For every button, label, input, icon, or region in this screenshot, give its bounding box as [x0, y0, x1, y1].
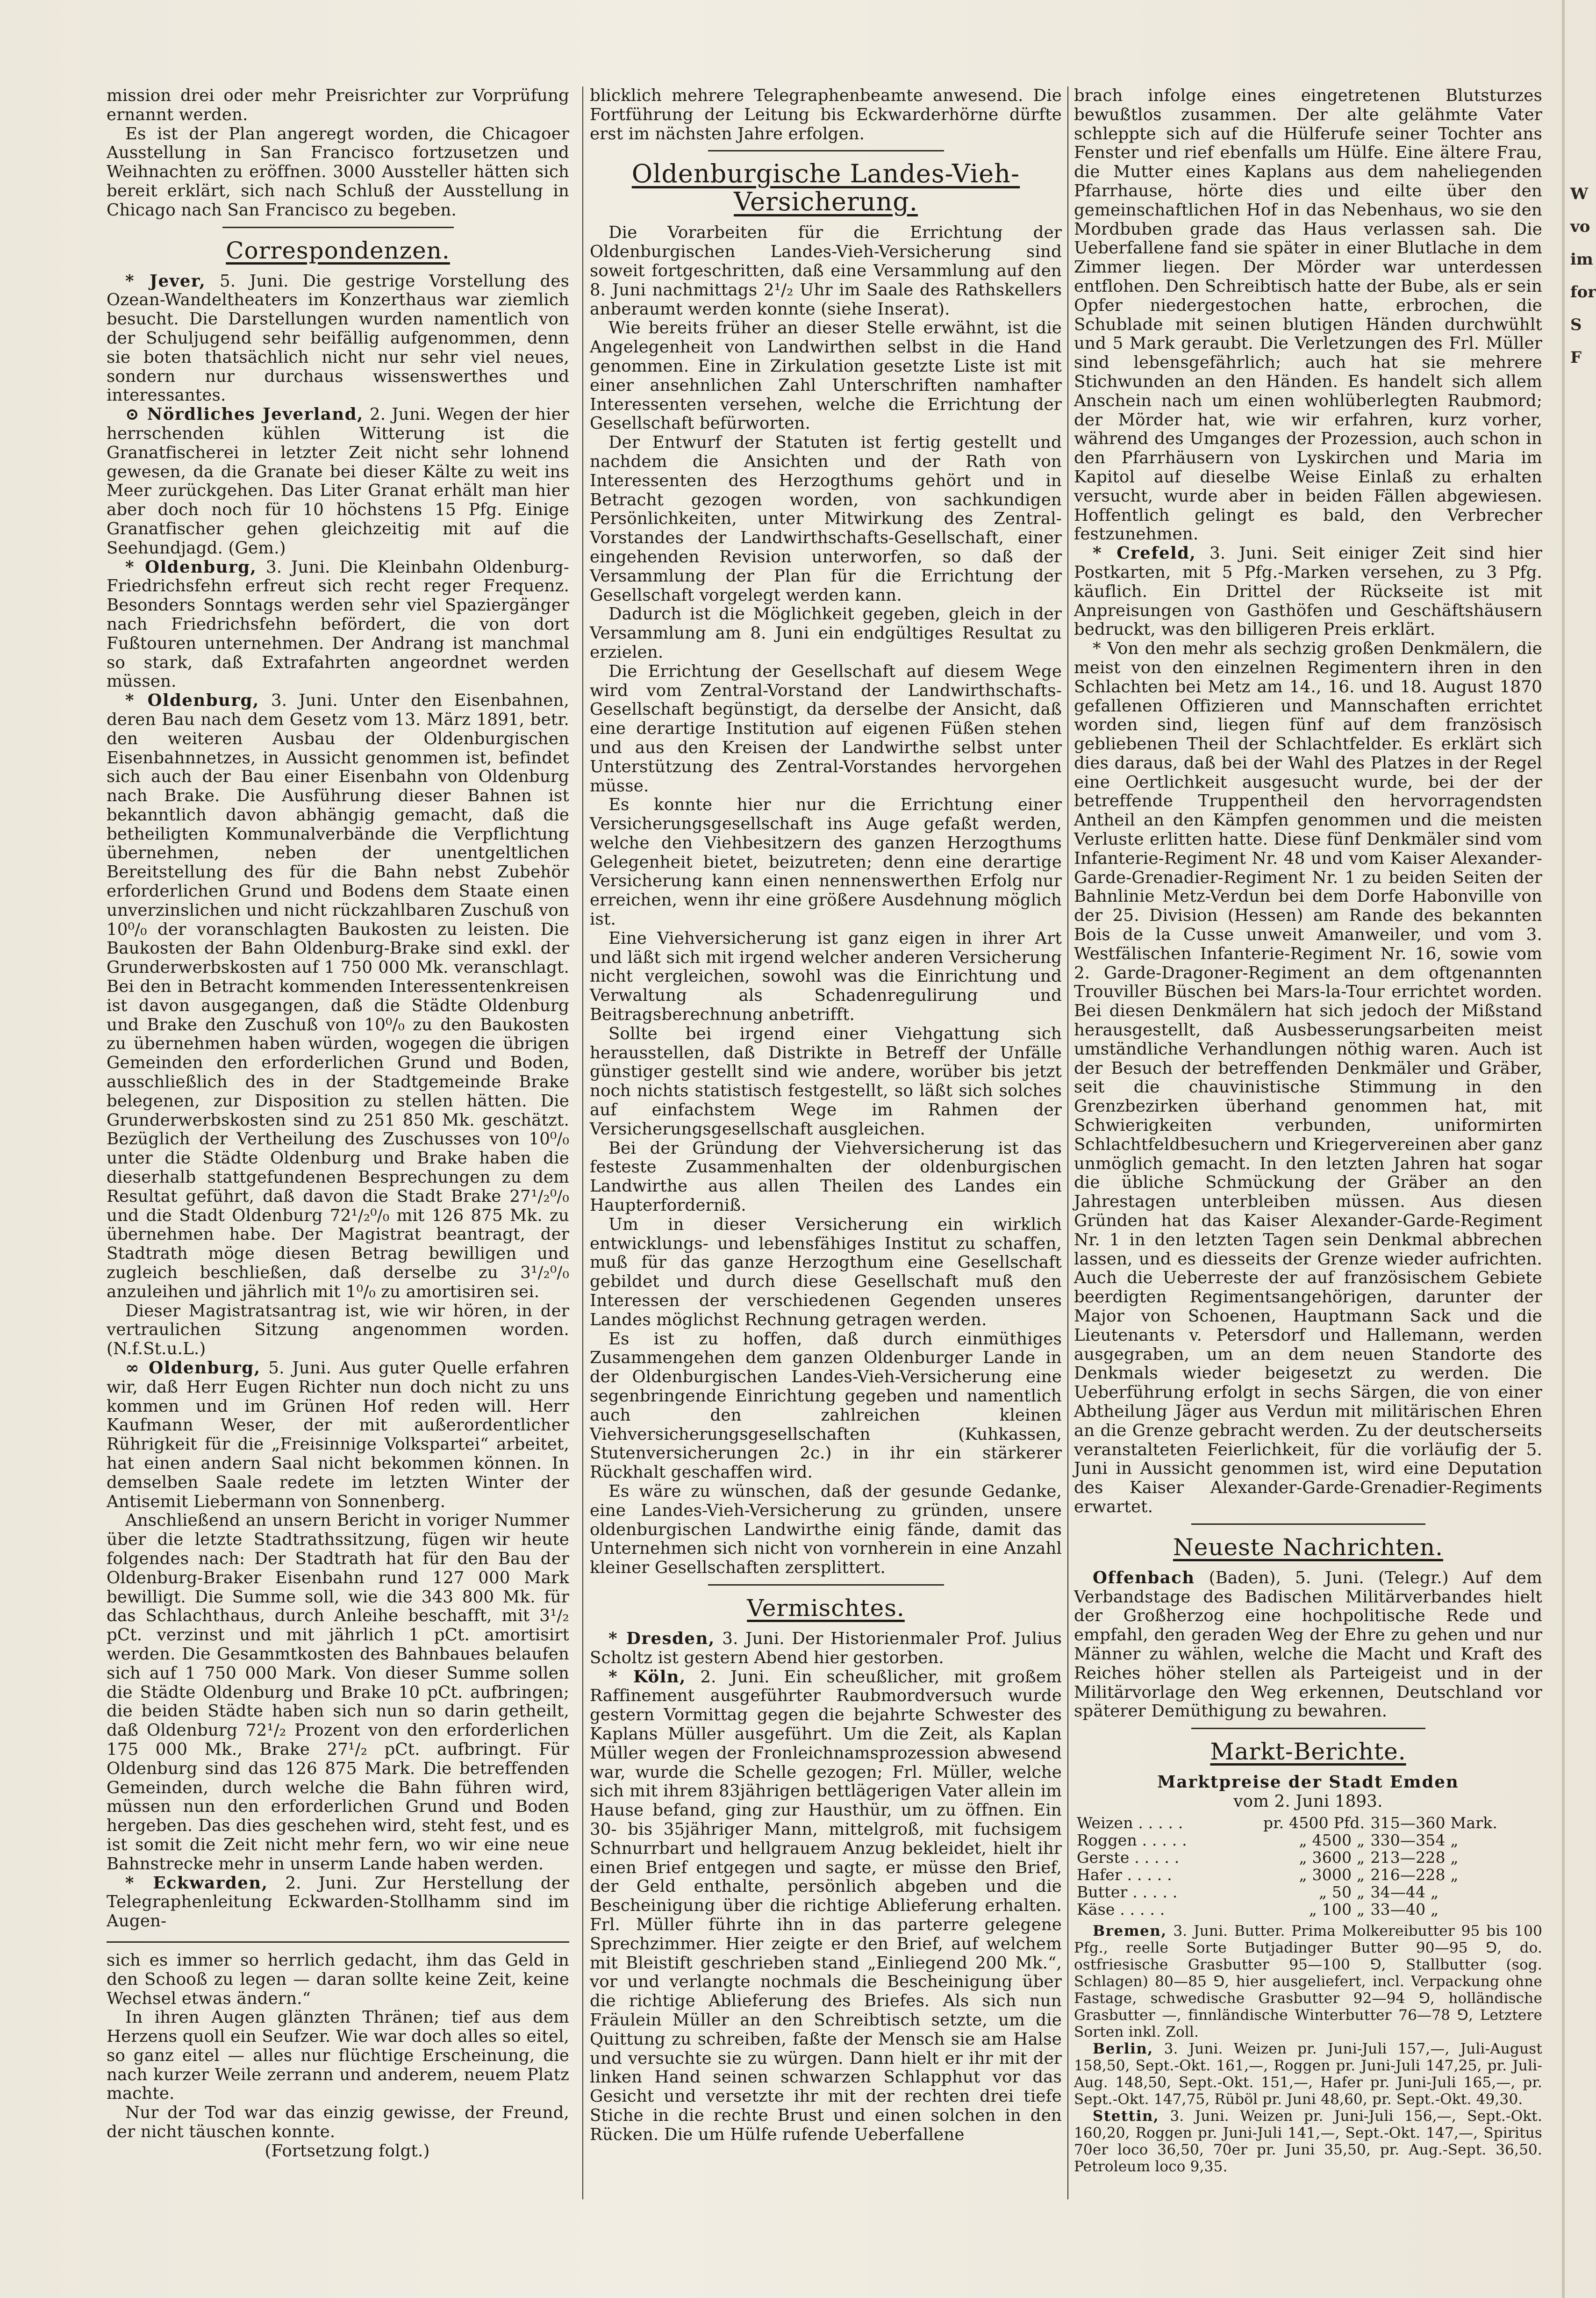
news-item: Anschließend an unsern Bericht in voriger Nummer über die letzte Stadtrathssitzung, fügen wir heute folgendes nach: Der Stadtrath hat für den Bau der Oldenburg-Braker Eisenbahn rund 127 000 Mark bewilligt. Die Summe soll, wie die 343 800 Mk. für das Schlachthaus, durch Anleihe beschafft, mit 3¹/₂ pCt. verzinst und mit jährlich 1 pCt. amortisirt werden. Die Gesammtkosten des Bahnbaues belaufen sich auf 1 750 000 Mark. Von dieser Summe sollen die Städte Oldenburg und Brake 10 pCt. aufbringen; die beiden Städte haben sich nun so darin getheilt, daß Oldenburg 72¹/₂ Prozent von den erforderlichen 175 000 Mk., Brake 27¹/₂ pCt. aufbringt. Für Oldenburg sind das 126 875 Mark. Die betreffenden Gemeinden, durch welche die Bahn führen wird, müssen nun den erforderlichen Grund und Boden hergeben. Das dies geschehen wird, steht fest, und es ist somit die Zeit nicht mehr fern, wo wir eine neue Bahnstrecke mehr in unserm Lande haben werden.	[107, 1511, 569, 1874]
column-1	[107, 86, 569, 2161]
edge-fragment: S	[1570, 316, 1582, 334]
adjacent-page-edge	[1570, 178, 1596, 374]
news-item: 3. Juni. Der Historienmaler Prof. Julius Scholtz ist gestern Abend hier gestorben.	[590, 1629, 1062, 1667]
market-price: 33—40 „	[1370, 1900, 1439, 1918]
market-item: Roggen . . . . .	[1077, 1831, 1187, 1849]
table-row	[1074, 1883, 1542, 1901]
market-price-table	[1074, 1814, 1542, 1918]
table-row	[1074, 1866, 1542, 1883]
market-unit: „ 3000 „	[1299, 1865, 1365, 1884]
table-row	[1074, 1849, 1542, 1866]
article-paragraph: Es wäre zu wünschen, daß der gesunde Gedanke, eine Landes-Vieh-Versicherung zu gründen, unsere oldenburgischen Landwirthe einig fände, damit das Unternehmen sich nicht von vornherein in eine Anzahl kleiner Gesellschaften zersplittert.	[590, 1481, 1062, 1578]
news-item: 3. Juni. Seit einiger Zeit sind hier Postkarten, mit 5 Pfg.-Marken versehen, zu 3 Pfg. käuflich. Ein Drittel der Rückseite ist mit Anpreisungen von Gasthöfen und Geschäftshäusern bedruckt, was den billigeren Preis erklärt.	[1074, 544, 1542, 639]
news-item: 5. Juni. Die gestrige Vorstellung des Ozean-Wandeltheaters im Konzerthaus war ziemlich besucht. Die Darstellungen wurden namentlich von der Schuljugend sehr beifällig aufgenommen, denn sie boten thatsächlich nicht nur sehr viel neues, sondern nur durchaus wissenswerthes und interessantes.	[107, 271, 570, 405]
story-paragraph: sich es immer so herrlich gedacht, ihm das Geld in den Schooß zu legen — daran sollte keine Zeit, keine Wechsel etwas ändern.“	[107, 1950, 569, 2008]
news-item: Dieser Magistratsantrag ist, wie wir hören, in der vertraulichen Sitzung angenommen worden. (N.f.St.u.L.)	[107, 1301, 569, 1359]
section-divider	[1191, 1523, 1425, 1525]
section-divider	[222, 227, 454, 228]
article-paragraph: Wie bereits früher an dieser Stelle erwähnt, ist die Angelegenheit von Landwirthen selbst in die Hand genommen. Eine in Zirkulation gesetzte Liste ist mit einer ansehnlichen Zahl Unterschriften namhafter Interessenten versehen, welche die Errichtung der Gesellschaft befürworten.	[590, 318, 1062, 433]
news-item: 5. Juni. Aus guter Quelle erfahren wir, daß Herr Eugen Richter nun doch nicht zu uns kommen und im Grünen Hof reden will. Herr Kaufmann Weser, der mit außerordentlicher Rührigkeit für die „Freisinnige Volkspartei“ arbeitet, hat einen andern Saal nicht bekommen können. In demselben Saale redete im letzten Winter der Antisemit Liebermann von Sonnenberg.	[107, 1358, 569, 1511]
market-unit: „ 3600 „	[1299, 1848, 1365, 1867]
continued-note: (Fortsetzung folgt.)	[265, 2141, 430, 2161]
market-price: 216—228 „	[1370, 1865, 1459, 1884]
market-price: 315—360 Mark.	[1370, 1813, 1498, 1832]
article-paragraph: Sollte bei irgend einer Viehgattung sich herausstellen, daß Distrikte in Betreff der Unfälle günstiger gestellt sind wie andere, worüber bis jetzt noch nichts statistisch festgestellt, so läßt sich solches auf einfachstem Wege im Rahmen der Versicherungsgesellschaft ausgleichen.	[590, 1024, 1062, 1139]
intro-paragraph: Es ist der Plan angeregt worden, die Chicagoer Ausstellung in San Francisco fortzusetzen und Weihnachten zu eröffnen. 3000 Aussteller hätten sich bereit erklärt, sich nach Schluß der Ausstellung in Chicago nach San Francisco zu begeben.	[107, 124, 569, 220]
market-item: Gerste . . . . .	[1077, 1848, 1180, 1867]
market-price: 34—44 „	[1370, 1882, 1439, 1901]
article-paragraph: Bei der Gründung der Viehversicherung ist das festeste Zusammenhalten der oldenburgischen Landwirthe aus allen Theilen des Landes ein Haupterforderniß.	[590, 1138, 1062, 1215]
dateline: Berlin,	[1093, 2040, 1153, 2057]
market-unit: pr. 4500 Pfd.	[1263, 1813, 1365, 1832]
dateline: ⊙ Nördliches Jeverland,	[125, 405, 364, 424]
market-report: 3. Juni. Weizen pr. Juni-Juli 156,—, Sept.-Okt. 160,20, Roggen pr. Juni-Juli 141,—, Sept.-Okt. 147,—, Spiritus 70er loco 36,50, 70er pr. Juni 35,50, pr. Aug.-Sept. 36,50. Petroleum loco 9,35.	[1074, 2107, 1542, 2175]
dateline: * Oldenburg,	[125, 691, 259, 711]
story-paragraph: In ihren Augen glänzten Thränen; tief aus dem Herzens quoll ein Seufzer. Wie war doch alles so eitel, so ganz eitel — alles nur flüchtige Erscheinung, die nach kurzer Weile zerrann und anderem, neuem Platz machte.	[107, 2008, 569, 2104]
article-paragraph: Es konnte hier nur die Errichtung einer Versicherungsgesellschaft ins Auge gefaßt werden, welche den Viehbesitzern des ganzen Herzogthums Gelegenheit bietet, beizutreten; denn eine derartige Versicherung kann einen nennenswerthen Erfolg nur erreichen, wenn ihr eine größere Ausdehnung möglich ist.	[590, 795, 1062, 929]
news-item: 2. Juni. Wegen der hier herrschenden kühlen Witterung ist die Granatfischerei in letzter Zeit nicht sehr lohnend gewesen, da die Granate bei dieser Kälte zu weit ins Meer zurückgehen. Das Liter Granat erhält man hier aber doch noch für 10 höchstens 15 Pfg. Einige Granatfischer gehen gleichzeitig mit auf die Seehundjagd. (Gem.)	[107, 405, 569, 558]
article-paragraph: Die Vorarbeiten für die Errichtung der Oldenburgischen Landes-Vieh-Versicherung sind soweit fortgeschritten, daß eine Versammlung auf den 8. Juni nachmittags 2¹/₂ Uhr im Saale des Rathskellers anberaumt werden konnte (siehe Inserat).	[590, 223, 1062, 319]
article-paragraph: Um in dieser Versicherung ein wirklich entwicklungs- und lebensfähiges Institut zu schaffen, muß für das ganze Herzogthum eine Gesellschaft gebildet und durch diese Gesellschaft muß den Interessen der verschiedenen Gegenden unseres Landes möglichst Rechnung getragen werden.	[590, 1214, 1062, 1329]
article-paragraph: Die Errichtung der Gesellschaft auf diesem Wege wird vom Zentral-Vorstand der Landwirthschafts-Gesellschaft begünstigt, da derselbe der Ansicht, daß eine derartige Institution auf eigenen Füßen stehen und aus den Kreisen der Landwirthe selbst unter Unterstützung des Zentral-Vorstandes hervorgehen müsse.	[590, 661, 1062, 796]
market-date: vom 2. Juni 1893.	[1233, 1791, 1383, 1811]
column-2	[590, 86, 1062, 2144]
section-heading-markt-berichte: Markt-Berichte.	[1210, 1738, 1406, 1766]
edge-fragment: W	[1570, 185, 1589, 203]
section-heading-viehversicherung: Oldenburgische Landes-Vieh-Versicherung.	[631, 159, 1020, 217]
intro-paragraph: blicklich mehrere Telegraphenbeamte anwesend. Die Fortführung der Leitung bis Eckwarderhörne dürfte erst im nächsten Jahre erfolgen.	[590, 86, 1062, 144]
market-report: 3. Juni. Butter. Prima Molkereibutter 95 bis 100 Pfg., reelle Sorte Butjadinger Butter 90—95 ⅁, do. ostfriesische Grasbutter 95—100 ⅁, Stallbutter (sog. Schlagen) 80—85 ⅁, hier ausgeliefert, incl. Verpackung ohne Fastage, schwedische Grasbutter 92—94 ⅁, holländische Grasbutter —, finnländische Winterbutter 76—78 ⅁, Letztere Sorten inkl. Zoll.	[1074, 1922, 1542, 2040]
section-divider	[1191, 1728, 1425, 1729]
dateline: * Eckwarden,	[125, 1873, 268, 1893]
feuilleton-divider	[107, 1941, 569, 1943]
edge-fragment: vo	[1570, 217, 1590, 236]
section-heading-correspondenzen: Correspondenzen.	[226, 237, 450, 264]
section-divider	[708, 1584, 944, 1586]
intro-paragraph: mission drei oder mehr Preisrichter zur Vorprüfung ernannt werden.	[107, 86, 569, 124]
article-paragraph: Eine Viehversicherung ist ganz eigen in ihrer Art und läßt sich mit irgend welcher anderen Versicherung nicht vergleichen, sowohl was die Einrichtung und Verwaltung als Schadenregulirung und Beitragsberechnung anbetrifft.	[590, 928, 1062, 1025]
market-item: Hafer . . . . .	[1077, 1865, 1172, 1884]
market-unit: „ 4500 „	[1299, 1831, 1365, 1849]
column-rule-1	[582, 86, 583, 2199]
table-row	[1074, 1814, 1542, 1831]
news-item: * Von den mehr als sechzig großen Denkmälern, die meist von den einzelnen Regimentern ihren in den Schlachten bei Metz am 14., 16. und 18. August 1870 gefallenen Offizieren und Mannschaften errichtet worden sind, liegen fünf auf dem französisch gebliebenen Theil der Schlachtfelder. Es erklärt sich dies daraus, daß bei der Wahl des Platzes in der Regel eine Oertlichkeit ausgesucht wurde, bei der der betreffende Truppentheil den hervorragendsten Antheil an den Kämpfen genommen und die meisten Verluste erlitten hatte. Diese fünf Denkmäler sind vom Infanterie-Regiment Nr. 48 und vom Kaiser Alexander-Garde-Grenadier-Regiment Nr. 1 zu beiden Seiten der Bahnlinie Metz-Verdun bei dem Dorfe Habonville von der 25. Division (Hessen) am Rande des bekannten Bois de la Cusse unweit Amanweiler, und vom 3. Westfälischen Infanterie-Regiment Nr. 16, sowie vom 2. Garde-Dragoner-Regiment an dem oftgenannten Trouviller Büschen bei Mars-la-Tour errichtet worden. Bei diesen Denkmälern hat sich jedoch der Mißstand herausgestellt, daß Ausbesserungsarbeiten meist umständliche Verhandlungen nöthig waren. Auch ist der Besuch der betreffenden Denkmäler und Gräber, seit die chauvinistische Stimmung in den Grenzbezirken überhand genommen hat, mit Schwierigkeiten verbunden, uniformirten Schlachtfeldbesuchern und Kriegervereinen aber ganz unmöglich gemacht. In den letzten Jahren hat sogar die übliche Schmückung der Gräber an den Jahrestagen unterbleiben müssen. Aus diesen Gründen hat das Kaiser Alexander-Garde-Regiment Nr. 1 in den letzten Tagen sein Denkmal abbrechen lassen, und es diesseits der Grenze wieder aufrichten. Auch die Ueberreste der auf französischem Gebiete beerdigten Regimentsangehörigen, darunter der Major von Schoenen, Hauptmann Sack und die Lieutenants v. Petersdorf und Hallemann, werden ausgegraben, um an dem neuen Standorte des Denkmals wieder beigesetzt zu werden. Die Ueberführung erfolgt in sechs Särgen, die von einer Abtheilung Jäger aus Verdun mit militärischen Ehren an die Grenze gebracht werden. Zu der deutscherseits veranstalteten Feierlichkeit, für die vorläufig der 5. Juni in Aussicht genommen ist, wird eine Deputation des Kaiser Alexander-Garde-Grenadier-Regiments erwartet.	[1074, 639, 1542, 1516]
dateline: * Oldenburg,	[125, 557, 257, 577]
news-item: brach infolge eines eingetretenen Blutsturzes bewußtlos zusammen. Der alte gelähmte Vater schleppte sich auf die Hülferufe seiner Tochter ans Fenster und rief ebenfalls um Hülfe. Eine ältere Frau, die Mutter eines Kaplans aus dem naheliegenden Pfarrhause, hörte dies und eilte über den gemeinschaftlichen Hof in das Nebenhaus, wo sie den Mordbuben grade das Haus verlassen sah. Die Ueberfallene fand sie später in einer Blutlache in dem Zimmer liegen. Der Mörder war unterdessen entflohen. Den Schreibtisch hatte der Bube, als er sein Opfer niedergestochen hatte, erbrochen, die Schublade mit seinen blutigen Händen durchwühlt und 5 Mark geraubt. Die Verletzungen des Frl. Müller sind lebensgefährlich; auch hat sie mehrere Stichwunden an den Händen. Es handelt sich allem Anschein nach um einen wohlüberlegten Raubmord; der Mörder hat, wie wir erfahren, kurz vorher, während des Umganges der Prozession, auch schon in den Pfarrhäusern von Lyskirchen und Maria im Kapitol auf dieselbe Weise Einlaß zu erhalten versucht, wurde aber in beiden Fällen abgewiesen. Hoffentlich gelingt es bald, den Verbrecher festzunehmen.	[1074, 86, 1542, 544]
story-paragraph: Nur der Tod war das einzig gewisse, der Freund, der nicht täuschen konnte.	[107, 2103, 569, 2142]
market-report: 3. Juni. Weizen pr. Juni-Juli 157,—, Juli-August 158,50, Sept.-Okt. 161,—, Roggen pr. Juni-Juli 147,25, pr. Juli-Aug. 148,50, Sept.-Okt. 151,—, Hafer pr. Juni-Juli 165,—, pr. Sept.-Okt. 147,75, Rüböl pr. Juni 48,60, pr. Sept.-Okt. 49,30.	[1074, 2040, 1542, 2108]
news-item: 2. Juni. Ein scheußlicher, mit großem Raffinement ausgeführter Raubmordversuch wurde gestern Vormittag gegen die bejahrte Schwester des Kaplans Müller ausgeführt. Um die Zeit, als Kaplan Müller wegen der Fronleichnamsprozession abwesend war, wurde die Schelle gezogen; Frl. Müller, welche sich mit ihrem 83jährigen bettlägerigen Vater allein im Hause befand, ging zur Hausthür, um zu öffnen. Ein 30- bis 35jähriger Mann, mittelgroß, mit fuchsigem Schnurrbart und hellgrauem Anzug bekleidet, hielt ihr einen Brief entgegen und sagte, er müsse den Brief, der Geld enthalte, persönlich abgeben und die Bescheinigung über die richtige Ablieferung erhalten. Frl. Müller führte ihn in das parterre gelegene Sprechzimmer. Hier zeigte er den Brief, auf welchem mit Bleistift geschrieben stand „Einliegend 200 Mk.“, vor und verlangte nochmals die Bescheinigung über die richtige Ablieferung des Briefes. Als sich nun Fräulein Müller an den Schreibtisch setzte, um die Quittung zu schreiben, faßte der Mensch sie am Halse und versuchte sie zu würgen. Dann hielt er ihr mit der linken Hand seinen schwarzen Schlapphut vor das Gesicht und versetzte ihr mit der rechten drei tiefe Stiche in die rechte Brust und einen solchen in den Rücken. Die um Hülfe rufende Ueberfallene	[590, 1667, 1062, 2144]
page-fold	[1562, 0, 1565, 2298]
dateline: ∞ Oldenburg,	[125, 1358, 261, 1378]
dateline: * Crefeld,	[1093, 544, 1196, 563]
article-paragraph: Der Entwurf der Statuten ist fertig gestellt und nachdem die Ansichten und der Rath von Interessenten des Herzogthums gehört und in Betracht gezogen worden, von sachkundigen Persönlichkeiten, unter Mitwirkung des Zentral-Vorstandes der Landwirthschafts-Gesellschaft, einer eingehenden Revision unterworfen, so daß der Versammlung der Plan für die Errichtung der Gesellschaft vorgelegt werden kann.	[590, 433, 1062, 605]
news-item: 2. Juni. Zur Herstellung der Telegraphenleitung Eckwarden-Stollhamm sind im Augen-	[107, 1873, 569, 1931]
market-item: Käse . . . . .	[1077, 1900, 1165, 1918]
section-heading-vermischtes: Vermischtes.	[747, 1594, 905, 1622]
dateline: * Köln,	[608, 1667, 686, 1687]
market-unit: „ 50 „	[1318, 1882, 1365, 1901]
news-item: (Baden), 5. Juni. (Telegr.) Auf dem Verbandstage des Badischen Militärverbandes hielt der Großherzog eine hochpolitische Rede und empfahl, den geraden Weg der Ehre zu gehen und nur Männer zu wählen, welche die Macht und Kraft des Reiches höher stellen als Parteigeist und in der Militärvorlage den Weg erkennen, Deutschland vor späterer Demüthigung zu bewahren.	[1074, 1568, 1542, 1721]
table-row	[1074, 1901, 1542, 1918]
table-row	[1074, 1831, 1542, 1849]
market-unit: „ 100 „	[1309, 1900, 1365, 1918]
article-paragraph: Es ist zu hoffen, daß durch einmüthiges Zusammengehen dem ganzen Oldenburger Lande in der Oldenburgischen Landes-Vieh-Versicherung eine segenbringende Einrichtung gegeben und namentlich auch den zahlreichen kleinen Viehversicherungsgesellschaften (Kuhkassen, Stutenversicherungen 2c.) in ihr ein stärkerer Rückhalt geschaffen wird.	[590, 1329, 1062, 1482]
column-3	[1074, 86, 1542, 2175]
dateline: Offenbach	[1093, 1568, 1195, 1587]
dateline: Stettin,	[1093, 2107, 1159, 2125]
edge-fragment: im	[1570, 250, 1593, 269]
section-heading-neueste-nachrichten: Neueste Nachrichten.	[1173, 1533, 1443, 1561]
news-item: 3. Juni. Unter den Eisenbahnen, deren Bau nach dem Gesetz vom 13. März 1891, betr. den weiteren Ausbau der Oldenburgischen Eisenbahnnetzes, in Aussicht genommen ist, befindet sich auch der Bau einer Eisenbahn von Oldenburg nach Brake. Die Ausführung dieser Bahnen ist bekanntlich davon abhängig gemacht, daß die betheiligten Kommunalverbände die Verpflichtung übernehmen, neben der unentgeltlichen Bereitstellung des für die Bahn nebst Zubehör erforderlichen Grund und Bodens dem Staate einen unverzinslichen und nicht rückzahlbaren Zuschuß von 10⁰/₀ der voranschlagten Baukosten zu leisten. Die Baukosten der Bahn Oldenburg-Brake sind exkl. der Grunderwerbskosten auf 1 750 000 Mk. veranschlagt. Bei den in Betracht kommenden Interessentenkreisen ist davon ausgegangen, daß die Städte Oldenburg und Brake den Zuschuß von 10⁰/₀ zu den Baukosten zu übernehmen haben würden, wogegen die übrigen Gemeinden den erforderlichen Grund und Boden, ausschließlich des in der Stadtgemeinde Brake belegenen, zur Disposition zu stellen hätten. Die Grunderwerbskosten sind zu 251 850 Mk. geschätzt. Bezüglich der Vertheilung des Zuschusses von 10⁰/₀ unter die Städte Oldenburg und Brake haben die dieserhalb stattgefundenen Besprechungen zu dem Resultat geführt, daß davon die Stadt Brake 27¹/₂⁰/₀ und die Stadt Oldenburg 72¹/₂⁰/₀ mit 126 875 Mk. zu übernehmen habe. Der Magistrat beantragt, der Stadtrath möge diesen Betrag bewilligen und zugleich beschließen, daß derselbe zu 3¹/₂⁰/₀ anzuleihen und jährlich mit 1⁰/₀ zu amortisiren sei.	[107, 691, 569, 1301]
edge-fragment: F	[1570, 348, 1582, 367]
article-paragraph: Dadurch ist die Möglichkeit gegeben, gleich in der Versammlung am 8. Juni ein endgültiges Resultat zu erzielen.	[590, 604, 1062, 662]
dateline: * Jever,	[125, 271, 206, 291]
market-price: 213—228 „	[1370, 1848, 1459, 1867]
market-price: 330—354 „	[1370, 1831, 1459, 1849]
market-item: Butter . . . . .	[1077, 1882, 1178, 1901]
section-divider	[708, 150, 944, 151]
column-rule-2	[1067, 86, 1068, 2199]
news-item: 3. Juni. Die Kleinbahn Oldenburg-Friedrichsfehn erfreut sich recht reger Frequenz. Besonders Sonntags werden sehr viel Spaziergänger nach Friedrichsfehn befördert, die von dort Fußtouren unternehmen. Der Andrang ist manchmal so stark, daß Extrafahrten angeordnet werden müssen.	[107, 557, 569, 691]
dateline: * Dresden,	[608, 1629, 715, 1648]
edge-fragment: for	[1570, 283, 1596, 302]
dateline: Bremen,	[1093, 1922, 1167, 1939]
market-item: Weizen . . . . .	[1077, 1813, 1183, 1832]
market-title: Marktpreise der Stadt Emden	[1157, 1773, 1459, 1792]
